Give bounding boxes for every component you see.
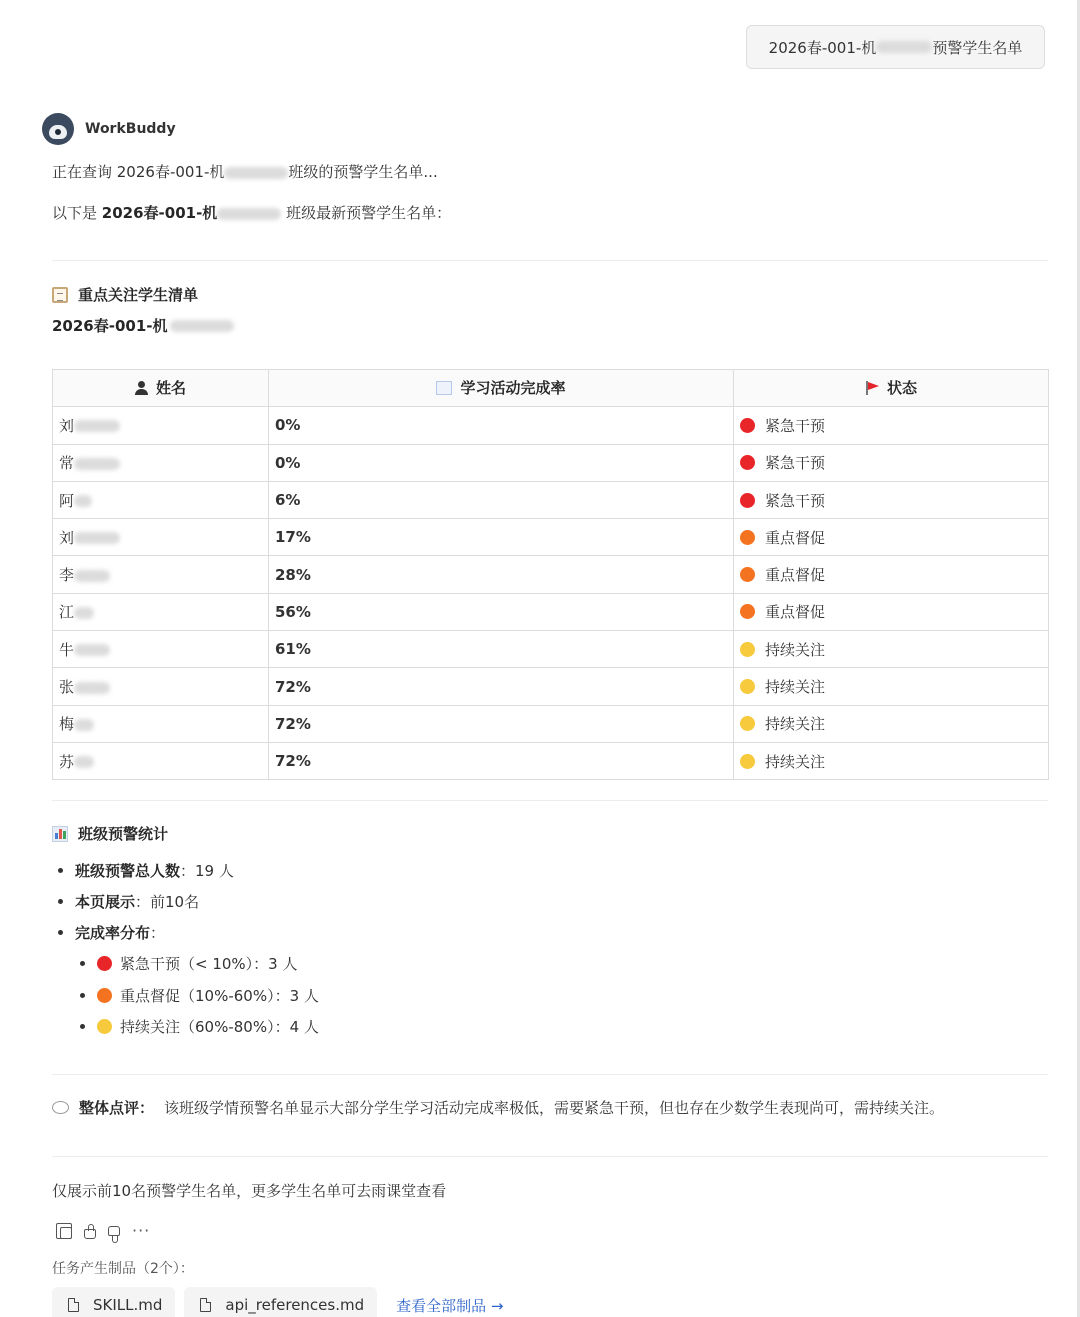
table-header-row (53, 370, 1049, 407)
artifact-chip-skill[interactable] (52, 1287, 175, 1317)
status-cell (734, 556, 1049, 593)
status-cell (734, 407, 1049, 444)
header-rate (269, 370, 734, 407)
redacted-text (74, 682, 110, 694)
querying-prefix: 正在查询 2026春-001-机 (52, 163, 225, 181)
file-icon (68, 1298, 79, 1312)
artifact-filename: SKILL.md (93, 1296, 163, 1314)
redacted-text (74, 719, 94, 731)
result-prefix: 以下是 (52, 204, 102, 222)
header-name-label: 姓名 (155, 379, 186, 398)
comment-text: 该班级学情预警名单显示大部分学生学习活动完成率极低，需要紧急干预，但也存在少数学生表现尚可，需持续关注。 (164, 1099, 945, 1117)
user-message-bubble (746, 25, 1045, 69)
distribution-text: 紧急干预（< 10%）：3 人 (120, 955, 298, 974)
student-name: 江 (59, 603, 75, 622)
redacted-text (74, 532, 120, 544)
status-cell (734, 519, 1049, 556)
stat-dist-colon: ： (150, 924, 166, 942)
list-section-subtitle (52, 315, 234, 336)
student-table (52, 369, 1049, 780)
status-label: 持续关注 (765, 752, 826, 771)
table-row (53, 481, 1049, 518)
completion-rate-cell (269, 481, 734, 518)
student-name: 张 (59, 678, 75, 697)
stat-dist-label: 完成率分布 (75, 924, 151, 942)
completion-rate: 72% (275, 677, 311, 696)
list-section-title (52, 284, 198, 305)
completion-rate-cell (269, 705, 734, 742)
redacted-text (74, 420, 120, 432)
assistant-header (42, 113, 176, 145)
status-cell (734, 742, 1049, 779)
file-icon (200, 1298, 211, 1312)
student-name: 阿 (59, 491, 75, 510)
message-actions (56, 1223, 150, 1239)
chart-trend-icon (436, 381, 452, 395)
student-name-cell (53, 481, 269, 518)
speech-bubble-icon (52, 1101, 69, 1114)
clipboard-icon (52, 287, 68, 303)
divider (52, 260, 1048, 261)
stat-page-label: 本页展示 (75, 893, 136, 911)
assistant-name: WorkBuddy (85, 121, 176, 137)
redacted-text (170, 320, 234, 332)
artifacts-list (52, 1287, 503, 1317)
completion-rate: 56% (275, 602, 311, 621)
assistant-avatar (42, 113, 74, 145)
status-cell (734, 444, 1049, 481)
redacted-text (224, 167, 288, 179)
status-dot-icon (740, 754, 755, 769)
completion-rate: 61% (275, 640, 311, 659)
completion-rate: 28% (275, 565, 311, 584)
student-name-cell (53, 631, 269, 668)
user-message-suffix: 预警学生名单 (932, 38, 1023, 57)
status-dot-icon (740, 642, 755, 657)
redacted-text (217, 208, 281, 220)
status-cell (734, 481, 1049, 518)
redacted-text (74, 570, 110, 582)
header-name (53, 370, 269, 407)
bullet (58, 868, 63, 873)
redacted-text (74, 458, 120, 470)
status-label: 持续关注 (765, 715, 826, 734)
completion-rate-cell (269, 593, 734, 630)
stats-list (58, 855, 319, 1043)
list-item (58, 917, 319, 948)
completion-rate-cell (269, 631, 734, 668)
status-label: 持续关注 (765, 678, 826, 697)
status-dot-icon (740, 567, 755, 582)
status-cell (734, 705, 1049, 742)
distribution-container (58, 948, 319, 1043)
table-row (53, 631, 1049, 668)
status-dot-icon (740, 455, 755, 470)
status-label: 持续关注 (765, 640, 826, 659)
list-item (58, 886, 319, 917)
status-dot-icon (740, 716, 755, 731)
more-icon[interactable]: ··· (132, 1221, 151, 1240)
student-name: 梅 (59, 715, 75, 734)
student-name-cell (53, 444, 269, 481)
thumbs-down-icon[interactable] (108, 1226, 120, 1236)
stats-section-title (52, 823, 168, 844)
student-name-cell (53, 668, 269, 705)
bar-chart-icon (52, 826, 68, 842)
artifact-filename: api_references.md (225, 1296, 365, 1314)
stat-total-label: 班级预警总人数 (75, 862, 181, 880)
table-row (53, 742, 1049, 779)
result-class-name: 2026春-001-机 (101, 204, 218, 222)
completion-rate: 17% (275, 528, 311, 547)
status-label: 紧急干预 (765, 416, 826, 435)
redacted-text (74, 607, 94, 619)
list-item (58, 1011, 319, 1043)
redacted-text (74, 644, 110, 656)
status-label: 紧急干预 (765, 491, 826, 510)
person-icon (135, 381, 148, 395)
status-dot-icon (740, 604, 755, 619)
overall-comment (52, 1097, 944, 1118)
stat-page-value: ：前10名 (135, 893, 200, 911)
divider (52, 1074, 1048, 1075)
student-name-cell (53, 705, 269, 742)
list-section-subtitle-text: 2026春-001-机 (52, 317, 168, 335)
artifacts-label: 任务产生制品（2个）： (52, 1261, 194, 1277)
completion-rate: 72% (275, 714, 311, 733)
completion-rate-cell (269, 742, 734, 779)
divider (52, 800, 1048, 801)
footer-note: 仅展示前10名预警学生名单，更多学生名单可去雨课堂查看 (52, 1182, 447, 1200)
redacted-text (74, 756, 94, 768)
stat-total-value: ：19 人 (180, 862, 234, 880)
completion-rate-cell (269, 444, 734, 481)
status-cell (734, 593, 1049, 630)
table-row (53, 668, 1049, 705)
redacted-text (876, 41, 932, 53)
student-name-cell (53, 593, 269, 630)
copy-icon[interactable] (56, 1223, 72, 1239)
table-row (53, 705, 1049, 742)
completion-rate-cell (269, 668, 734, 705)
student-name: 牛 (59, 640, 75, 659)
querying-line (52, 161, 438, 182)
distribution-list (58, 948, 319, 1043)
list-item (58, 948, 319, 980)
completion-rate-cell (269, 407, 734, 444)
user-message-prefix: 2026春-001-机 (768, 38, 877, 57)
artifact-chip-api-references[interactable] (184, 1287, 377, 1317)
divider (52, 1156, 1048, 1157)
comment-label: 整体点评： (79, 1099, 155, 1117)
student-name-cell (53, 742, 269, 779)
table-row (53, 593, 1049, 630)
header-status-label: 状态 (886, 379, 917, 398)
student-name: 刘 (59, 528, 75, 547)
redacted-text (74, 495, 92, 507)
status-cell (734, 668, 1049, 705)
distribution-text: 重点督促（10%-60%）：3 人 (120, 986, 319, 1005)
result-line (52, 202, 451, 223)
student-name-cell (53, 519, 269, 556)
student-name: 苏 (59, 752, 75, 771)
thumbs-up-icon[interactable] (84, 1229, 96, 1239)
list-item (58, 855, 319, 886)
completion-rate: 6% (275, 491, 301, 510)
result-suffix: 班级最新预警学生名单： (281, 204, 452, 222)
student-name: 刘 (59, 416, 75, 435)
student-name-cell (53, 556, 269, 593)
header-rate-label: 学习活动完成率 (460, 379, 566, 398)
bullet (80, 1024, 85, 1029)
completion-rate: 0% (275, 416, 301, 435)
status-cell (734, 631, 1049, 668)
status-dot-icon (97, 956, 112, 971)
status-dot-icon (740, 493, 755, 508)
completion-rate: 72% (275, 752, 311, 771)
status-dot-icon (740, 679, 755, 694)
bullet (80, 993, 85, 998)
completion-rate-cell (269, 519, 734, 556)
bullet (58, 899, 63, 904)
header-status (734, 370, 1049, 407)
bullet (80, 961, 85, 966)
status-dot-icon (97, 988, 112, 1003)
completion-rate: 0% (275, 453, 301, 472)
bullet (58, 930, 63, 935)
completion-rate-cell (269, 556, 734, 593)
list-item (58, 980, 319, 1012)
list-section-title-text: 重点关注学生清单 (78, 286, 199, 304)
table-row (53, 519, 1049, 556)
student-name: 常 (59, 454, 75, 473)
status-label: 重点督促 (765, 528, 826, 547)
status-dot-icon (740, 530, 755, 545)
status-label: 重点督促 (765, 603, 826, 622)
status-dot-icon (740, 418, 755, 433)
student-name-cell (53, 407, 269, 444)
view-all-artifacts-link[interactable]: 查看全部制品 → (396, 1296, 504, 1315)
status-label: 重点督促 (765, 566, 826, 585)
table-row (53, 407, 1049, 444)
table-row (53, 444, 1049, 481)
status-dot-icon (97, 1019, 112, 1034)
student-name: 李 (59, 566, 75, 585)
flag-icon (865, 381, 879, 395)
distribution-text: 持续关注（60%-80%）：4 人 (120, 1018, 319, 1037)
table-row (53, 556, 1049, 593)
status-label: 紧急干预 (765, 454, 826, 473)
querying-suffix: 班级的预警学生名单... (288, 163, 438, 181)
stats-title-text: 班级预警统计 (78, 825, 169, 843)
